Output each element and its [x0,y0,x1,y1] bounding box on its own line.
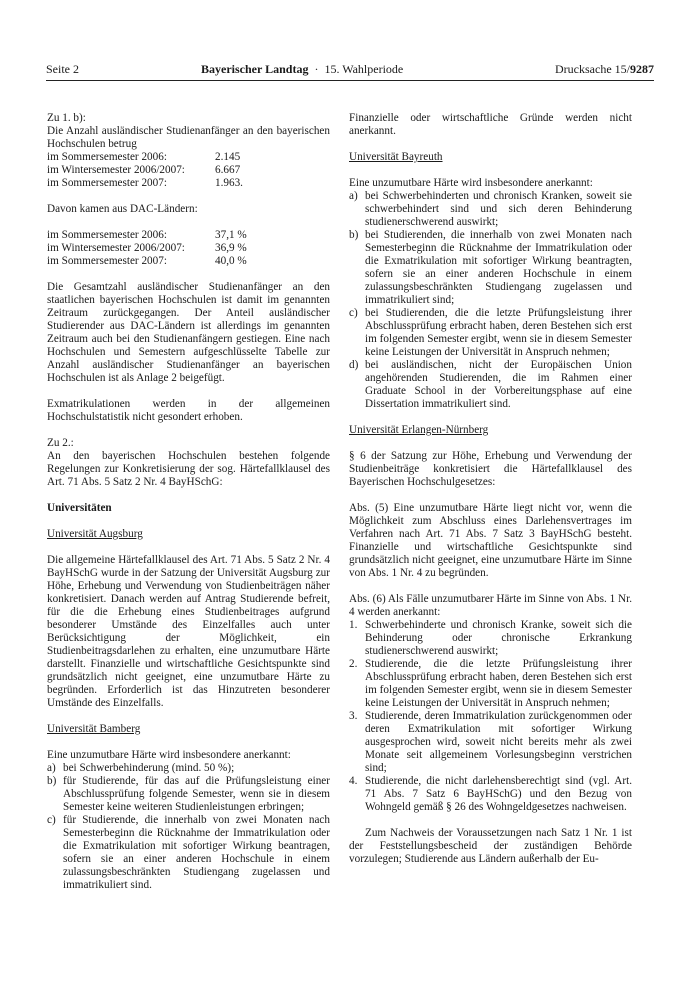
bayreuth-intro: Eine unzumutbare Härte wird insbesondere anerkannt: [349,177,593,189]
q2-heading: Zu 2.: [47,437,74,449]
list-item: 1. Schwerbehinderte und chronisch Kranke, soweit sich die Behinderung oder chronische Erkrankung studienerschwerend auswirkt; [349,619,632,657]
print-number: Drucksache 15/9287 [555,62,654,76]
abs6-list [349,619,632,814]
exmat-paragraph: Exmatrikulationen werden in der allgemeinen Hochschulstatistik nicht gesondert erhoben. [47,398,330,423]
page-number: Seite 2 [46,62,79,76]
bamberg-title: Universität Bamberg [47,723,141,735]
bayreuth-list [349,190,632,411]
dac-row-value: 40,0 % [215,255,247,267]
augsburg-title: Universität Augsburg [47,528,143,540]
header-separator: · [314,62,319,76]
list-item: a) bei Schwerbehinderten und chronisch Kranken, soweit sie schwerbehindert sind und sich deren Behinderung studienerschwerend auswirkt; [349,190,632,228]
header-center [201,63,403,76]
legislative-period: 15. Wahlperiode [324,62,404,76]
dac-row-value: 36,9 % [215,242,247,254]
list-item: b) bei Studierenden, die innerhalb von zwei Monaten nach Semesterbeginn die Rücknahme der Immatrikulation oder die Exmatrikulation mit sofortiger Wirkung beantragten, sofern sie an einer anderen Hochschule in einem zulassungsbeschränkten Studiengang zugelassen und immatrikuliert sind; [349,229,632,306]
q1-row-label: im Wintersemester 2006/2007: [47,164,185,176]
bayreuth-title: Universität Bayreuth [349,151,443,163]
q2-intro: An den bayerischen Hochschulen bestehen folgende Regelungen zur Konkretisierung der sog. Härtefallklausel des Art. 71 Abs. 5 Satz 2 Nr. 4 BayHSchG: [47,450,330,488]
q1-table [47,151,330,190]
list-item: 2. Studierende, die die letzte Prüfungsleistung ihrer Abschlussprüfung erbracht haben, deren Bestehen sich erst im folgenden Semester ergibt, wenn sie in diesem Semester keine Leistungen der Universität in Anspruch nehmen; [349,658,632,709]
q1-row-value: 6.667 [215,164,241,176]
left-column [47,112,330,905]
nachweis-paragraph: Zum Nachweis der Voraussetzungen nach Satz 1 Nr. 1 ist der Feststellungsbescheid der zuständigen Behörde vorzulegen; Studierende aus Ländern außerhalb der Eu- [349,827,632,865]
right-column [349,112,632,879]
list-item: 4. Studierende, die nicht darlehensberechtigt sind (vgl. Art. 71 Abs. 7 Satz 6 BayHSchG) und den Bezug von Wohngeld gemäß § 26 des Wohngeldgesetzes nachweisen. [349,775,632,813]
dac-row-label: im Wintersemester 2006/2007: [47,242,185,254]
abs6-intro: Abs. (6) Als Fälle unzumutbarer Härte im Sinne von Abs. 1 Nr. 4 werden anerkannt: [349,593,632,618]
q1-heading: Zu 1. b): [47,112,86,124]
dac-intro: Davon kamen aus DAC-Ländern: [47,203,198,215]
universities-heading: Universitäten [47,502,112,514]
q1-intro: Die Anzahl ausländischer Studienanfänger an den bayerischen Hochschulen betrug [47,125,330,150]
list-item: a) bei Schwerbehinderung (mind. 50 %); [47,762,235,774]
q1-row-label: im Sommersemester 2007: [47,177,167,189]
dac-row-label: im Sommersemester 2006: [47,229,167,241]
list-item: c) für Studierende, die innerhalb von zwei Monaten nach Semesterbeginn die Rücknahme der Immatrikulation oder die Exmatrikulation mit sofortiger Wirkung beantragen, sofern sie an einer anderen Hochschule in einem zulassungsbeschränkten Studiengang zugelassen und immatrikuliert sind. [47,814,330,891]
bamberg-list [47,762,330,892]
list-item: 3. Studierende, deren Immatrikulation zurückgenommen oder deren Exmatrikulation mit sofortiger Wirkung ausgesprochen wird, soweit nicht bereits mehr als zwei Monate seit allgemeinem Vorlesungsbeginn verstrichen sind; [349,710,632,774]
financial-paragraph: Finanzielle oder wirtschaftliche Gründe werden nicht anerkannt. [349,112,632,137]
q1-row-value: 1.963. [215,177,243,189]
header-rule [46,80,654,81]
dac-row-value: 37,1 % [215,229,247,241]
bamberg-intro: Eine unzumutbare Härte wird insbesondere anerkannt: [47,749,291,761]
list-item: c) bei Studierenden, die die letzte Prüfungsleistung ihrer Abschlussprüfung erbracht haben, deren Bestehen sich erst im folgenden Semester ergibt, wenn sie in diesem Semester keine Leistungen der Universität in Anspruch nehmen; [349,307,632,358]
total-paragraph: Die Gesamtzahl ausländischer Studienanfänger an den staatlichen bayerischen Hochschulen ist damit im genannten Zeitraum zurückgegangen. Der Anteil ausländischer Studierender aus DAC-Ländern ist allerdings im genannten Zeitraum auch bei den Studienanfängern gestiegen. Eine nach Hochschulen und Semestern aufgeschlüsselte Tabelle zur Anzahl ausländischer Studienanfänger an bayerischen Hochschulen ist als Anlage 2 beigefügt. [47,281,330,384]
parliament-name: Bayerischer Landtag [201,62,309,76]
page-header [46,63,654,79]
q1-row-value: 2.145 [215,151,241,163]
dac-table [47,229,330,268]
erlangen-intro: § 6 der Satzung zur Höhe, Erhebung und Verwendung der Studienbeiträge konkretisiert die Härtefallklausel des Bayerischen Hochschulgesetzes: [349,450,632,488]
list-item: d) bei ausländischen, nicht der Europäischen Union angehörenden Studierenden, die im Rahmen einer Graduate School in der Vorbereitungsphase auf eine Dissertation immatrikuliert sind. [349,359,632,410]
abs5-paragraph: Abs. (5) Eine unzumutbare Härte liegt nicht vor, wenn die Möglichkeit zum Abschluss eines Darlehensvertrages im Verfahren nach Art. 71 Abs. 7 Satz 3 BayHSchG besteht. Finanzielle und wirtschaftliche Gesichtspunkte sind grundsätzlich nicht geeignet, eine unzumutbare Härte im Sinne von Abs. 1 Nr. 4 zu begründen. [349,502,632,579]
augsburg-text: Die allgemeine Härtefallklausel des Art. 71 Abs. 5 Satz 2 Nr. 4 BayHSchG wurde in der Satzung der Universität Augsburg zur Höhe, Erhebung und Verwendung von Studienbeiträgen näher konkretisiert. Danach werden auf Antrag Studierende befreit, für die die Erhebung eines Studienbeitrages aufgrund besonderer Umstände des Einzelfalles auch unter Berücksichtigung der Möglichkeit, ein Studienbeitragsdarlehen zu erhalten, eine unzumutbare Härte darstellt. Finanzielle und wirtschaftliche Gesichtspunkte sind grundsätzlich nicht geeignet, eine unzumutbare Härte zu begründen. Erforderlich ist das Hinzutreten besonderer Umstände des Einzelfalls. [47,554,330,709]
dac-row-label: im Sommersemester 2007: [47,255,167,267]
list-item: b) für Studierende, für das auf die Prüfungsleistung einer Abschlussprüfung folgende Semester, wenn sie in diesem Semester keine weiteren Studienleistungen erbringen; [47,775,330,813]
erlangen-title: Universität Erlangen-Nürnberg [349,424,489,436]
q1-row-label: im Sommersemester 2006: [47,151,167,163]
